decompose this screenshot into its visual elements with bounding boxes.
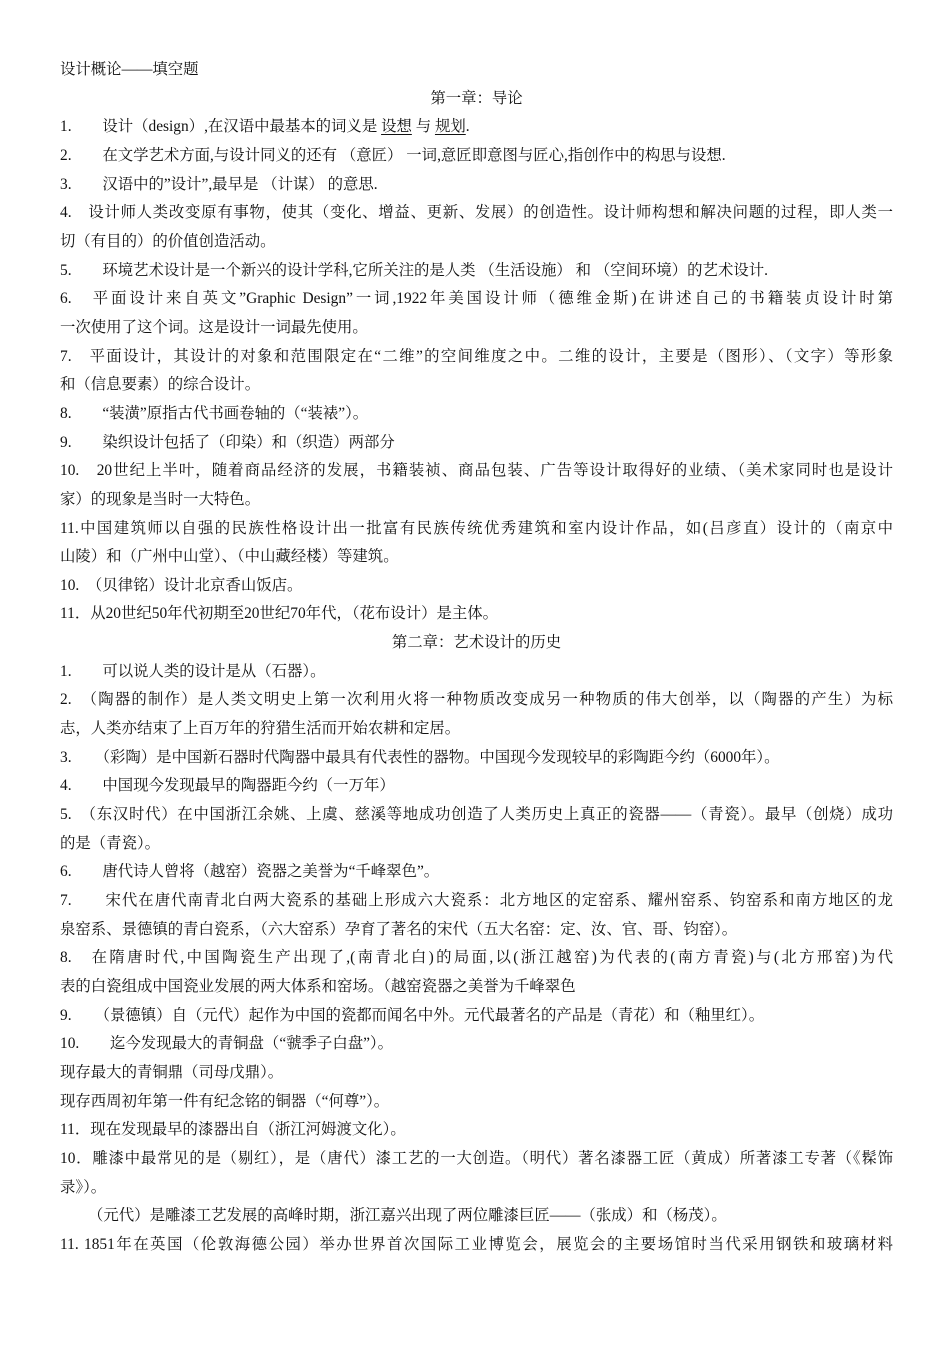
text-line: 10. 20世纪上半叶，随着商品经济的发展，书籍装祯、商品包装、广告等设计取得好的业绩、（美术家同时也是设计: [60, 462, 893, 480]
text-line: 11. 1851年在英国（伦敦海德公园）举办世界首次国际工业博览会，展览会的主要场馆时当代采用钢铁和玻璃材料: [60, 1235, 893, 1253]
text-line: 9. （景德镇）自（元代）起作为中国的瓷都而闻名中外。元代最著名的产品是（青花）和（釉里红）。: [60, 1006, 765, 1024]
text-line: 10. （贝律铭）设计北京香山饭店。: [60, 576, 303, 594]
text-segment: 1. 设计（design）,在汉语中最基本的词义是: [60, 118, 382, 136]
text-line: 6. 唐代诗人曾将（越窑）瓷器之美誉为“千峰翠色”。: [60, 863, 440, 881]
text-line: 4. 中国现今发现最早的陶器距今约（一万年）: [60, 777, 395, 795]
underlined-answer: 规划: [434, 118, 466, 136]
question-line: [60, 113, 893, 142]
text-line: 的是（青瓷）。: [60, 834, 161, 852]
text-line: 5. （东汉时代）在中国浙江余姚、上虞、慈溪等地成功创造了人类历史上真正的瓷器——（青瓷）。最早（创烧）成功: [60, 806, 893, 824]
text-line: 8. “装潢”原指古代书画卷轴的（“装裱”）。: [60, 404, 369, 422]
text-line: 7. 宋代在唐代南青北白两大瓷系的基础上形成六大瓷系：北方地区的定窑系、耀州窑系、钧窑系和南方地区的龙: [60, 892, 893, 910]
text-line: 4. 设计师人类改变原有事物，使其（变化、增益、更新、发展）的创造性。设计师构想和解决问题的过程，即人类一: [60, 204, 893, 222]
text-line: 现存最大的青铜鼎（司母戊鼎）。: [60, 1063, 284, 1081]
text-line: 11.中国建筑师以自强的民族性格设计出一批富有民族传统优秀建筑和室内设计作品，如(吕彦直）设计的（南京中: [60, 519, 893, 537]
text-line: 泉窑系、景德镇的青白瓷系，（六大窑系）孕育了著名的宋代（五大名窑：定、汝、官、哥、钧窑）。: [60, 920, 738, 938]
text-segment: 与: [411, 118, 435, 136]
document-title: 设计概论——填空题: [60, 61, 199, 78]
text-line: 10．雕漆中最常见的是（剔红），是（唐代）漆工艺的一大创造。（明代）著名漆器工匠（黄成）所著漆工专著（《髹饰: [60, 1149, 893, 1167]
text-line: 山陵）和（广州中山堂）、（中山藏经楼）等建筑。: [60, 548, 399, 566]
text-segment: .: [465, 118, 470, 136]
text-line: 8. 在隋唐时代,中国陶瓷生产出现了,(南青北白)的局面,以(浙江越窑)为代表的(南方青瓷)与(北方邢窑)为代: [60, 949, 893, 967]
text-line: （元代）是雕漆工艺发展的高峰时期，浙江嘉兴出现了两位雕漆巨匠——（张成）和（杨茂）。: [88, 1207, 727, 1225]
text-line: 7. 平面设计，其设计的对象和范围限定在“二维”的空间维度之中。二维的设计，主要是（图形）、（文字）等形象: [60, 347, 893, 365]
text-line: 5. 环境艺术设计是一个新兴的设计学科,它所关注的是人类 （生活设施） 和 （空间环境）的艺术设计.: [60, 261, 768, 279]
text-line: 家）的现象是当时一大特色。: [60, 490, 261, 508]
text-line: 10. 迄今发现最大的青铜盘（“虢季子白盘”）。: [60, 1035, 394, 1053]
text-line: 9. 染织设计包括了（印染）和（织造）两部分: [60, 433, 395, 451]
text-line: 切（有目的）的价值创造活动。: [60, 232, 276, 250]
chapter-heading: 第一章：导论: [430, 89, 523, 107]
text-line: 表的白瓷组成中国瓷业发展的两大体系和窑场。（越窑瓷器之美誉为千峰翠色: [60, 978, 576, 995]
text-line: 2. （陶器的制作）是人类文明史上第一次利用火将一种物质改变成另一种物质的伟大创举，以（陶器的产生）为标: [60, 691, 893, 709]
text-line: 和（信息要素）的综合设计。: [60, 376, 261, 394]
text-line: 一次使用了这个词。这是设计一词最先使用。: [60, 318, 368, 336]
text-line: 2. 在文学艺术方面,与设计同义的还有 （意匠） 一词,意匠即意图与匠心,指创作中的构思与设想.: [60, 146, 726, 164]
text-line: 11．从20世纪50年代初期至20世纪70年代，（花布设计）是主体。: [60, 605, 499, 623]
text-line: 11．现在发现最早的漆器出自（浙江河姆渡文化）。: [60, 1121, 406, 1139]
text-line: 3. （彩陶）是中国新石器时代陶器中最具有代表性的器物。中国现今发现较早的彩陶距今约（6000年）。: [60, 748, 780, 766]
text-line: 现存西周初年第一件有纪念铭的铜器（“何尊”）。: [60, 1092, 390, 1110]
text-line: 6. 平面设计来自英文”Graphic Design”一词,1922年美国设计师（德维金斯)在讲述自己的书籍装贞设计时第: [60, 290, 893, 308]
text-line: 志，人类亦结束了上百万年的狩猎生活而开始农耕和定居。: [60, 720, 461, 738]
text-line: 3. 汉语中的”设计”,最早是 （计谋） 的意思.: [60, 175, 378, 193]
text-line: 1. 可以说人类的设计是从（石器）。: [60, 662, 326, 680]
underlined-answer: 设想: [381, 118, 412, 136]
text-line: 录》）。: [60, 1178, 107, 1196]
chapter-heading: 第二章：艺术设计的历史: [391, 634, 562, 652]
